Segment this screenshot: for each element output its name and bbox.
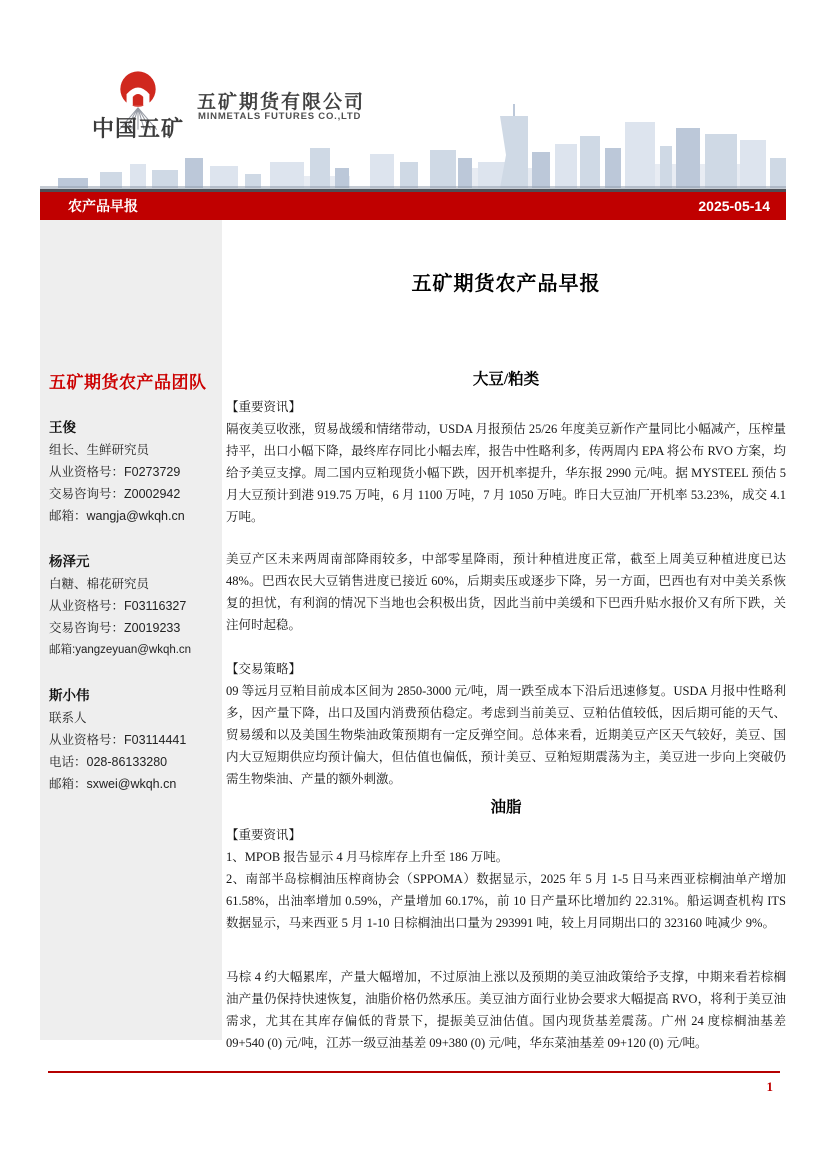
news-label: 【重要资讯】 (226, 400, 302, 414)
member-advisory-no: 交易咨询号：Z0019233 (49, 621, 181, 635)
report-title: 五矿期货农产品早报 (411, 273, 601, 295)
member-name: 斯小伟 (49, 688, 90, 703)
member-role: 组长、生鲜研究员 (49, 443, 150, 457)
page-number: 1 (766, 1079, 773, 1094)
company-name-en: MINMETALS FUTURES CO.,LTD (198, 111, 362, 122)
member-email: 邮箱：sxwei@wkqh.cn (49, 777, 177, 791)
news-label: 【重要资讯】 (226, 828, 302, 842)
team-title: 五矿期货农产品团队 (49, 373, 207, 392)
logo-text: 中国五矿 (92, 116, 185, 141)
member-license: 从业资格号：F0273729 (49, 465, 181, 479)
oil-news-item-2: 2、南部半岛棕榈油压榨商协会（SPPOMA）数据显示，2025 年 5 月 1-5 日马来西亚棕榈油单产增加 61.58%，出油率增加 0.59%，产量增加 60.17%，前 10 日产量环比增加约 22.31%。船运调查机构 ITS 数据显示，马来西亚 5 月 1-10 日棕榈油出口量为 293991 吨，较上月同期出口的 323160 吨减少 9%。 (226, 872, 786, 930)
member-license: 从业资格号：F03114441 (49, 733, 187, 747)
team-member (49, 685, 216, 795)
team-sidebar (40, 220, 222, 1040)
report-body (226, 272, 786, 1054)
oil-comment-paragraph: 马棕 4 约大幅累库，产量大幅增加，不过原油上涨以及预期的美豆油政策给予支撑，中期来看若棕榈油产量仍保持快速恢复，油脂价格仍然承压。美豆油方面行业协会要求大幅提高 RVO，将利于美豆油需求，尤其在其库存偏低的背景下，提振美豆油估值。国内现货基差震荡。广州 24 度棕榈油基差 09+540 (0) 元/吨，江苏一级豆油基差 09+380 (0) 元/吨，华东菜油基差 09+120 (0) 元/吨。 (226, 970, 786, 1050)
member-license: 从业资格号：F03116327 (49, 599, 187, 613)
soy-news-paragraph-1: 隔夜美豆收涨，贸易战缓和情绪带动，USDA 月报预估 25/26 年度美豆新作产量同比小幅减产，压榨量持平，出口小幅下降，最终库存同比小幅去库，报告中性略利多，传两周内 EPA 将公布 RVO 方案，均给予美豆支撑。周二国内豆粕现货小幅下跌，因开机率提升，华东报 2990 元/吨。据 MYSTEEL 预估 5 月大豆预计到港 919.75 万吨，6 月 1100 万吨，7 月 1050 万吨。昨日大豆油厂开机率 53.23%，成交 4.1 万吨。 (226, 422, 786, 524)
soy-news-paragraph-2: 美豆产区未来两周南部降雨较多，中部零星降雨，预计种植进度正常，截至上周美豆种植进度已达 48%。巴西农民大豆销售进度已接近 60%，后期卖压或逐步下降，另一方面，巴西也有对中美关系恢复的担忧，有利润的情况下当地也会积极出货，因此当前中美缓和下巴西升贴水报价又有所下跌，关注何时起稳。 (226, 552, 786, 632)
team-member (49, 551, 216, 661)
member-name: 王俊 (49, 420, 76, 435)
member-email: 邮箱:yangzeyuan@wkqh.cn (49, 644, 192, 656)
section-heading-oils: 油脂 (490, 799, 522, 816)
member-phone: 电话：028-86133280 (49, 755, 168, 769)
banner-title: 农产品早报 (68, 198, 138, 214)
member-email: 邮箱：wangja@wkqh.cn (49, 509, 185, 523)
oil-news-item-1: 1、MPOB 报告显示 4 月马棕库存上升至 186 万吨。 (226, 850, 509, 864)
member-role: 联系人 (49, 711, 87, 725)
report-banner (40, 192, 786, 220)
strategy-label: 【交易策略】 (226, 662, 302, 676)
member-name: 杨泽元 (49, 554, 90, 569)
footer-divider (48, 1071, 780, 1073)
member-advisory-no: 交易咨询号：Z0002942 (49, 487, 181, 501)
member-role: 白糖、棉花研究员 (49, 577, 150, 591)
company-name-cn: 五矿期货有限公司 (197, 92, 366, 113)
section-heading-soybean: 大豆/粕类 (472, 371, 540, 388)
team-member (49, 417, 216, 527)
soy-strategy-paragraph: 09 等远月豆粕目前成本区间为 2850-3000 元/吨，周一跌至成本下沿后迅速修复。USDA 月报中性略利多，因产量下降，出口及国内消费预估稳定。考虑到当前美豆、豆粕估值较低，因后期可能的天气、贸易缓和以及美国生物柴油政策预期有一定反弹空间。总体来看，近期美豆产区天气较好，美豆、国内大豆短期供应均预计偏大，但估值也偏低，预计美豆、豆粕短期震荡为主，美豆进一步向上突破仍需生物柴油、产量的额外刺激。 (226, 684, 786, 786)
banner-date: 2025-05-14 (698, 198, 770, 214)
